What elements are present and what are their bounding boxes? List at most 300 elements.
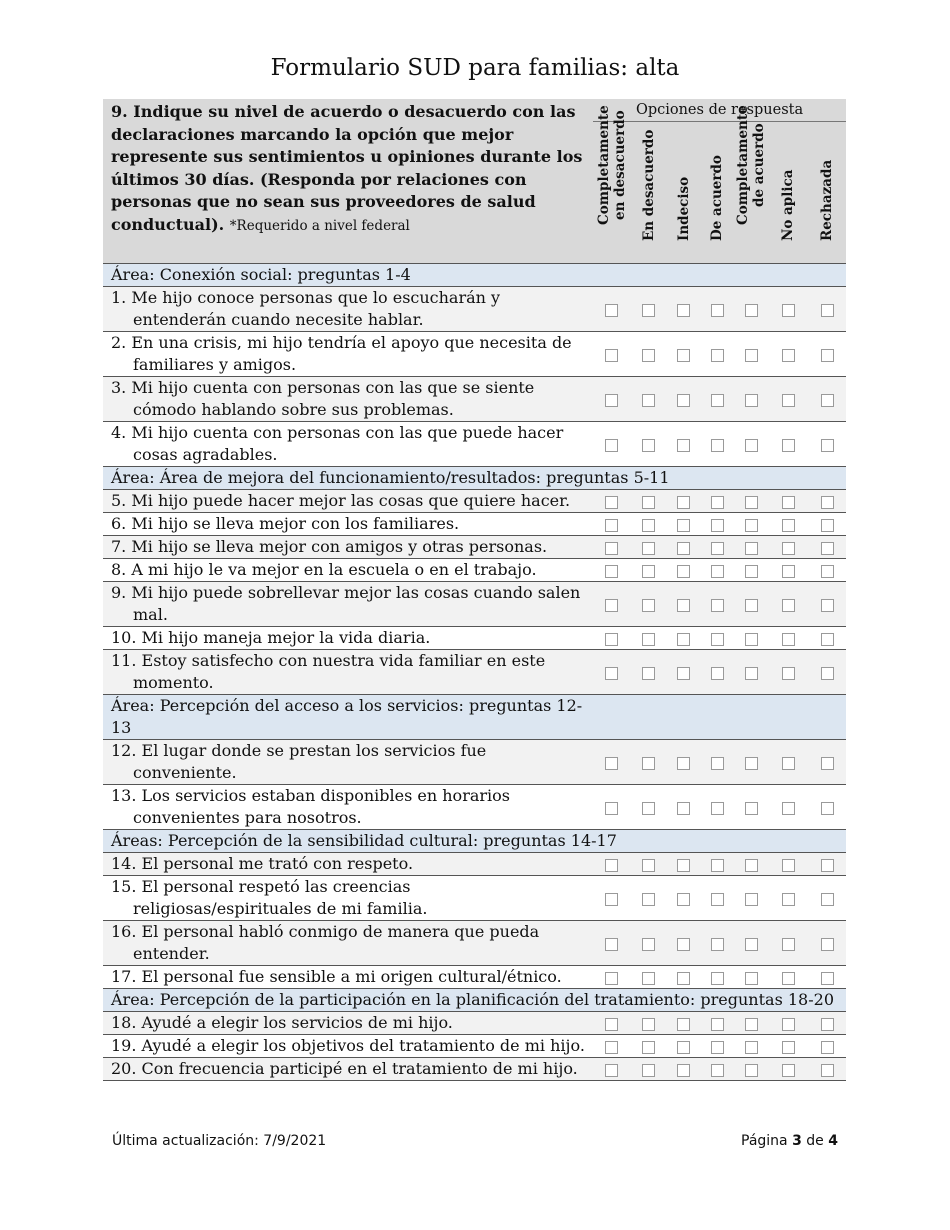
answer-cell [808,559,846,582]
answer-cell [808,740,846,785]
answer-checkbox[interactable] [677,1064,690,1077]
answer-cell [808,1058,846,1081]
answer-checkbox[interactable] [745,1064,758,1077]
answer-checkbox[interactable] [642,1041,655,1054]
answer-checkbox[interactable] [782,1018,795,1031]
question-text: 1. Me hijo conoce personas que lo escucharán y entenderán cuando necesite hablar. [103,287,593,332]
answer-checkbox[interactable] [782,519,795,532]
question-text: 6. Mi hijo se lleva mejor con los familiares. [103,513,593,536]
answer-checkbox[interactable] [711,599,724,612]
answer-cell [630,853,667,876]
question-row [103,287,846,332]
answer-checkbox[interactable] [711,757,724,770]
answer-checkbox[interactable] [821,1041,834,1054]
answer-checkbox[interactable] [745,439,758,452]
answer-checkbox[interactable] [642,304,655,317]
answer-cell [667,536,700,559]
question-text: 12. El lugar donde se prestan los servicios fue conveniente. [103,740,593,785]
answer-cell [593,627,630,650]
question-text: 3. Mi hijo cuenta con personas con las que se siente cómodo hablando sobre sus problemas. [103,377,593,422]
answer-cell [700,876,734,921]
answer-checkbox[interactable] [605,304,618,317]
answer-cell [768,921,808,966]
question-text: 4. Mi hijo cuenta con personas con las que puede hacer cosas agradables. [103,422,593,467]
answer-checkbox[interactable] [821,304,834,317]
question-text: 13. Los servicios estaban disponibles en horarios convenientes para nosotros. [103,785,593,830]
answer-checkbox[interactable] [642,349,655,362]
answer-checkbox[interactable] [605,1064,618,1077]
answer-cell [667,582,700,627]
answer-checkbox[interactable] [821,542,834,555]
answer-checkbox[interactable] [745,349,758,362]
answer-checkbox[interactable] [745,633,758,646]
answer-checkbox[interactable] [745,893,758,906]
answer-cell [700,422,734,467]
page-prefix: Página [741,1133,788,1149]
answer-cell [630,513,667,536]
answer-cell [593,422,630,467]
answer-cell [808,876,846,921]
answer-cell [768,332,808,377]
answer-cell [808,536,846,559]
question-row [103,966,846,989]
answer-checkbox[interactable] [782,633,795,646]
answer-cell [768,377,808,422]
question-row [103,876,846,921]
question-row [103,785,846,830]
answer-checkbox[interactable] [821,394,834,407]
answer-cell [808,785,846,830]
option-header [667,122,700,264]
option-label [735,105,767,225]
answer-cell [734,422,768,467]
answer-cell [667,785,700,830]
answer-checkbox[interactable] [677,1041,690,1054]
answer-cell [593,582,630,627]
answer-cell [593,650,630,695]
answer-checkbox[interactable] [782,394,795,407]
question-row [103,536,846,559]
page-title: Formulario SUD para familias: alta [270,55,680,81]
answer-checkbox[interactable] [642,439,655,452]
answer-checkbox[interactable] [745,565,758,578]
answer-checkbox[interactable] [711,349,724,362]
answer-checkbox[interactable] [642,496,655,509]
section-row [103,989,846,1012]
answer-cell [593,1035,630,1058]
option-header [630,122,667,264]
answer-checkbox[interactable] [677,439,690,452]
answer-cell [734,332,768,377]
question-text: 18. Ayudé a elegir los servicios de mi hijo. [103,1012,593,1035]
answer-checkbox[interactable] [605,938,618,951]
answer-checkbox[interactable] [782,859,795,872]
answer-checkbox[interactable] [711,893,724,906]
page-current: 3 [792,1133,802,1149]
answer-cell [734,490,768,513]
answer-checkbox[interactable] [677,859,690,872]
answer-cell [667,422,700,467]
option-label-line: No aplica [780,169,796,241]
answer-checkbox[interactable] [711,667,724,680]
answer-checkbox[interactable] [677,667,690,680]
option-header [593,105,630,264]
answer-checkbox[interactable] [677,972,690,985]
answer-cell [734,582,768,627]
answer-checkbox[interactable] [745,757,758,770]
answer-cell [630,559,667,582]
answer-cell [734,785,768,830]
answer-cell [734,1058,768,1081]
answer-checkbox[interactable] [642,667,655,680]
option-label [596,105,628,225]
answer-checkbox[interactable] [711,542,724,555]
answer-checkbox[interactable] [821,349,834,362]
answer-cell [768,966,808,989]
answer-cell [734,1012,768,1035]
answer-checkbox[interactable] [642,938,655,951]
answer-checkbox[interactable] [677,1018,690,1031]
option-header [768,122,808,264]
answer-cell [768,513,808,536]
option-label-line: De acuerdo [709,155,725,241]
question-text: 19. Ayudé a elegir los objetivos del tratamiento de mi hijo. [103,1035,593,1058]
last-updated: Última actualización: 7/9/2021 [112,1133,327,1149]
answer-cell [593,536,630,559]
answer-cell [808,966,846,989]
answer-checkbox[interactable] [821,893,834,906]
answer-cell [808,1035,846,1058]
question-text: 15. El personal respetó las creencias religiosas/espirituales de mi familia. [103,876,593,921]
answer-cell [734,966,768,989]
option-label-line: Indeciso [675,176,692,241]
answer-checkbox[interactable] [605,599,618,612]
answer-cell [734,536,768,559]
answer-checkbox[interactable] [605,496,618,509]
answer-cell [768,876,808,921]
answer-checkbox[interactable] [782,1041,795,1054]
answer-cell [630,582,667,627]
answer-checkbox[interactable] [605,542,618,555]
answer-checkbox[interactable] [642,893,655,906]
answer-cell [700,287,734,332]
answer-checkbox[interactable] [677,938,690,951]
answer-checkbox[interactable] [677,802,690,815]
question-row [103,377,846,422]
answer-cell [808,853,846,876]
answer-checkbox[interactable] [605,349,618,362]
answer-checkbox[interactable] [605,893,618,906]
answer-cell [593,377,630,422]
answer-checkbox[interactable] [782,1064,795,1077]
answer-cell [630,490,667,513]
answer-cell [768,627,808,650]
survey-body [103,264,846,1081]
answer-checkbox[interactable] [605,859,618,872]
answer-cell [808,650,846,695]
answer-checkbox[interactable] [605,972,618,985]
answer-checkbox[interactable] [745,599,758,612]
answer-checkbox[interactable] [782,972,795,985]
answer-checkbox[interactable] [821,1064,834,1077]
answer-checkbox[interactable] [677,599,690,612]
answer-cell [700,559,734,582]
question-text: 14. El personal me trató con respeto. [103,853,593,876]
answer-checkbox[interactable] [642,1018,655,1031]
answer-checkbox[interactable] [782,304,795,317]
answer-cell [667,287,700,332]
answer-cell [734,287,768,332]
answer-checkbox[interactable] [642,972,655,985]
section-title: Área: Conexión social: preguntas 1-4 [103,264,846,287]
answer-cell [734,650,768,695]
answer-cell [768,582,808,627]
question-text: 5. Mi hijo puede hacer mejor las cosas que quiere hacer. [103,490,593,513]
answer-checkbox[interactable] [782,667,795,680]
answer-checkbox[interactable] [711,859,724,872]
answer-checkbox[interactable] [605,519,618,532]
answer-cell [768,853,808,876]
section-row [103,830,846,853]
question-row [103,582,846,627]
survey-table [103,99,846,1081]
answer-checkbox[interactable] [821,757,834,770]
answer-checkbox[interactable] [605,802,618,815]
answer-checkbox[interactable] [677,565,690,578]
answer-cell [630,740,667,785]
answer-cell [700,332,734,377]
answer-checkbox[interactable] [782,893,795,906]
answer-checkbox[interactable] [782,542,795,555]
answer-checkbox[interactable] [782,599,795,612]
answer-cell [630,536,667,559]
answer-checkbox[interactable] [782,496,795,509]
answer-checkbox[interactable] [821,633,834,646]
answer-cell [768,785,808,830]
answer-cell [768,1035,808,1058]
answer-checkbox[interactable] [711,519,724,532]
option-label-line: en desacuerdo [611,110,628,220]
answer-cell [593,876,630,921]
answer-checkbox[interactable] [711,1018,724,1031]
answer-cell [667,332,700,377]
answer-checkbox[interactable] [711,633,724,646]
answer-checkbox[interactable] [745,938,758,951]
answer-checkbox[interactable] [782,802,795,815]
option-header [808,122,846,264]
answer-checkbox[interactable] [642,394,655,407]
question-row [103,332,846,377]
answer-cell [700,490,734,513]
answer-cell [700,377,734,422]
answer-checkbox[interactable] [677,542,690,555]
answer-checkbox[interactable] [711,1041,724,1054]
answer-cell [593,853,630,876]
answer-checkbox[interactable] [745,802,758,815]
answer-checkbox[interactable] [711,304,724,317]
answer-cell [734,921,768,966]
question-text: 7. Mi hijo se lleva mejor con amigos y otras personas. [103,536,593,559]
question-row [103,422,846,467]
answer-checkbox[interactable] [677,304,690,317]
answer-checkbox[interactable] [642,859,655,872]
answer-checkbox[interactable] [677,519,690,532]
question-row [103,650,846,695]
answer-cell [593,921,630,966]
answer-checkbox[interactable] [677,349,690,362]
answer-checkbox[interactable] [642,519,655,532]
answer-checkbox[interactable] [642,542,655,555]
answer-checkbox[interactable] [605,1018,618,1031]
answer-cell [808,582,846,627]
answer-cell [808,490,846,513]
answer-checkbox[interactable] [605,439,618,452]
section-title: Área: Área de mejora del funcionamiento/resultados: preguntas 5-11 [103,467,846,490]
answer-cell [630,377,667,422]
answer-checkbox[interactable] [605,565,618,578]
answer-checkbox[interactable] [605,757,618,770]
answer-cell [667,627,700,650]
section-title: Áreas: Percepción de la sensibilidad cultural: preguntas 14-17 [103,830,846,853]
question-row [103,513,846,536]
answer-checkbox[interactable] [745,496,758,509]
answer-checkbox[interactable] [605,1041,618,1054]
answer-cell [734,559,768,582]
answer-cell [593,785,630,830]
answer-checkbox[interactable] [642,599,655,612]
page-number [741,1133,838,1149]
answer-checkbox[interactable] [745,304,758,317]
answer-checkbox[interactable] [711,439,724,452]
answer-cell [630,1058,667,1081]
answer-cell [700,853,734,876]
answer-checkbox[interactable] [745,542,758,555]
answer-cell [768,559,808,582]
answer-cell [593,1058,630,1081]
answer-checkbox[interactable] [642,802,655,815]
answer-checkbox[interactable] [782,349,795,362]
section-row [103,467,846,490]
answer-checkbox[interactable] [821,439,834,452]
answer-checkbox[interactable] [821,802,834,815]
answer-checkbox[interactable] [821,496,834,509]
answer-cell [734,513,768,536]
answer-cell [630,1035,667,1058]
answer-checkbox[interactable] [745,667,758,680]
answer-checkbox[interactable] [821,859,834,872]
answer-checkbox[interactable] [745,859,758,872]
answer-checkbox[interactable] [821,972,834,985]
question-row [103,740,846,785]
question-text: 20. Con frecuencia participé en el tratamiento de mi hijo. [103,1058,593,1081]
answer-checkbox[interactable] [642,565,655,578]
answer-checkbox[interactable] [711,972,724,985]
answer-cell [667,650,700,695]
answer-checkbox[interactable] [711,394,724,407]
options-group-header: Opciones de respuesta [593,99,846,122]
answer-checkbox[interactable] [642,1064,655,1077]
answer-cell [768,740,808,785]
answer-cell [700,513,734,536]
answer-checkbox[interactable] [745,1018,758,1031]
instruction-cell [103,99,593,264]
answer-cell [808,422,846,467]
answer-cell [808,921,846,966]
option-label [819,160,835,241]
answer-cell [667,513,700,536]
answer-checkbox[interactable] [821,667,834,680]
answer-checkbox[interactable] [745,394,758,407]
answer-cell [667,559,700,582]
answer-checkbox[interactable] [677,757,690,770]
answer-cell [667,966,700,989]
answer-checkbox[interactable] [711,496,724,509]
question-text: 8. A mi hijo le va mejor en la escuela o en el trabajo. [103,559,593,582]
answer-checkbox[interactable] [642,757,655,770]
option-label [780,170,796,241]
answer-cell [630,422,667,467]
answer-cell [667,740,700,785]
answer-cell [734,740,768,785]
answer-cell [700,650,734,695]
answer-cell [734,876,768,921]
answer-checkbox[interactable] [821,938,834,951]
answer-checkbox[interactable] [642,633,655,646]
section-row [103,695,846,740]
answer-cell [734,627,768,650]
answer-checkbox[interactable] [677,496,690,509]
answer-checkbox[interactable] [711,802,724,815]
answer-cell [667,1058,700,1081]
answer-checkbox[interactable] [782,938,795,951]
answer-cell [630,966,667,989]
answer-checkbox[interactable] [605,633,618,646]
question-row [103,853,846,876]
answer-checkbox[interactable] [677,633,690,646]
answer-checkbox[interactable] [821,519,834,532]
answer-checkbox[interactable] [821,599,834,612]
answer-checkbox[interactable] [677,394,690,407]
answer-checkbox[interactable] [711,938,724,951]
question-row [103,1012,846,1035]
question-text: 10. Mi hijo maneja mejor la vida diaria. [103,627,593,650]
answer-cell [667,1012,700,1035]
answer-checkbox[interactable] [821,1018,834,1031]
answer-cell [700,1058,734,1081]
answer-checkbox[interactable] [745,972,758,985]
answer-checkbox[interactable] [677,893,690,906]
question-text: 11. Estoy satisfecho con nuestra vida familiar en este momento. [103,650,593,695]
answer-checkbox[interactable] [782,757,795,770]
answer-cell [808,287,846,332]
answer-checkbox[interactable] [782,439,795,452]
answer-checkbox[interactable] [745,1041,758,1054]
answer-checkbox[interactable] [745,519,758,532]
answer-checkbox[interactable] [605,394,618,407]
question-text: 2. En una crisis, mi hijo tendría el apoyo que necesita de familiares y amigos. [103,332,593,377]
answer-cell [734,377,768,422]
answer-checkbox[interactable] [605,667,618,680]
answer-checkbox[interactable] [711,1064,724,1077]
answer-checkbox[interactable] [711,565,724,578]
answer-cell [768,490,808,513]
answer-cell [630,287,667,332]
answer-checkbox[interactable] [782,565,795,578]
answer-cell [768,1012,808,1035]
question-row [103,627,846,650]
answer-cell [630,876,667,921]
answer-checkbox[interactable] [821,565,834,578]
